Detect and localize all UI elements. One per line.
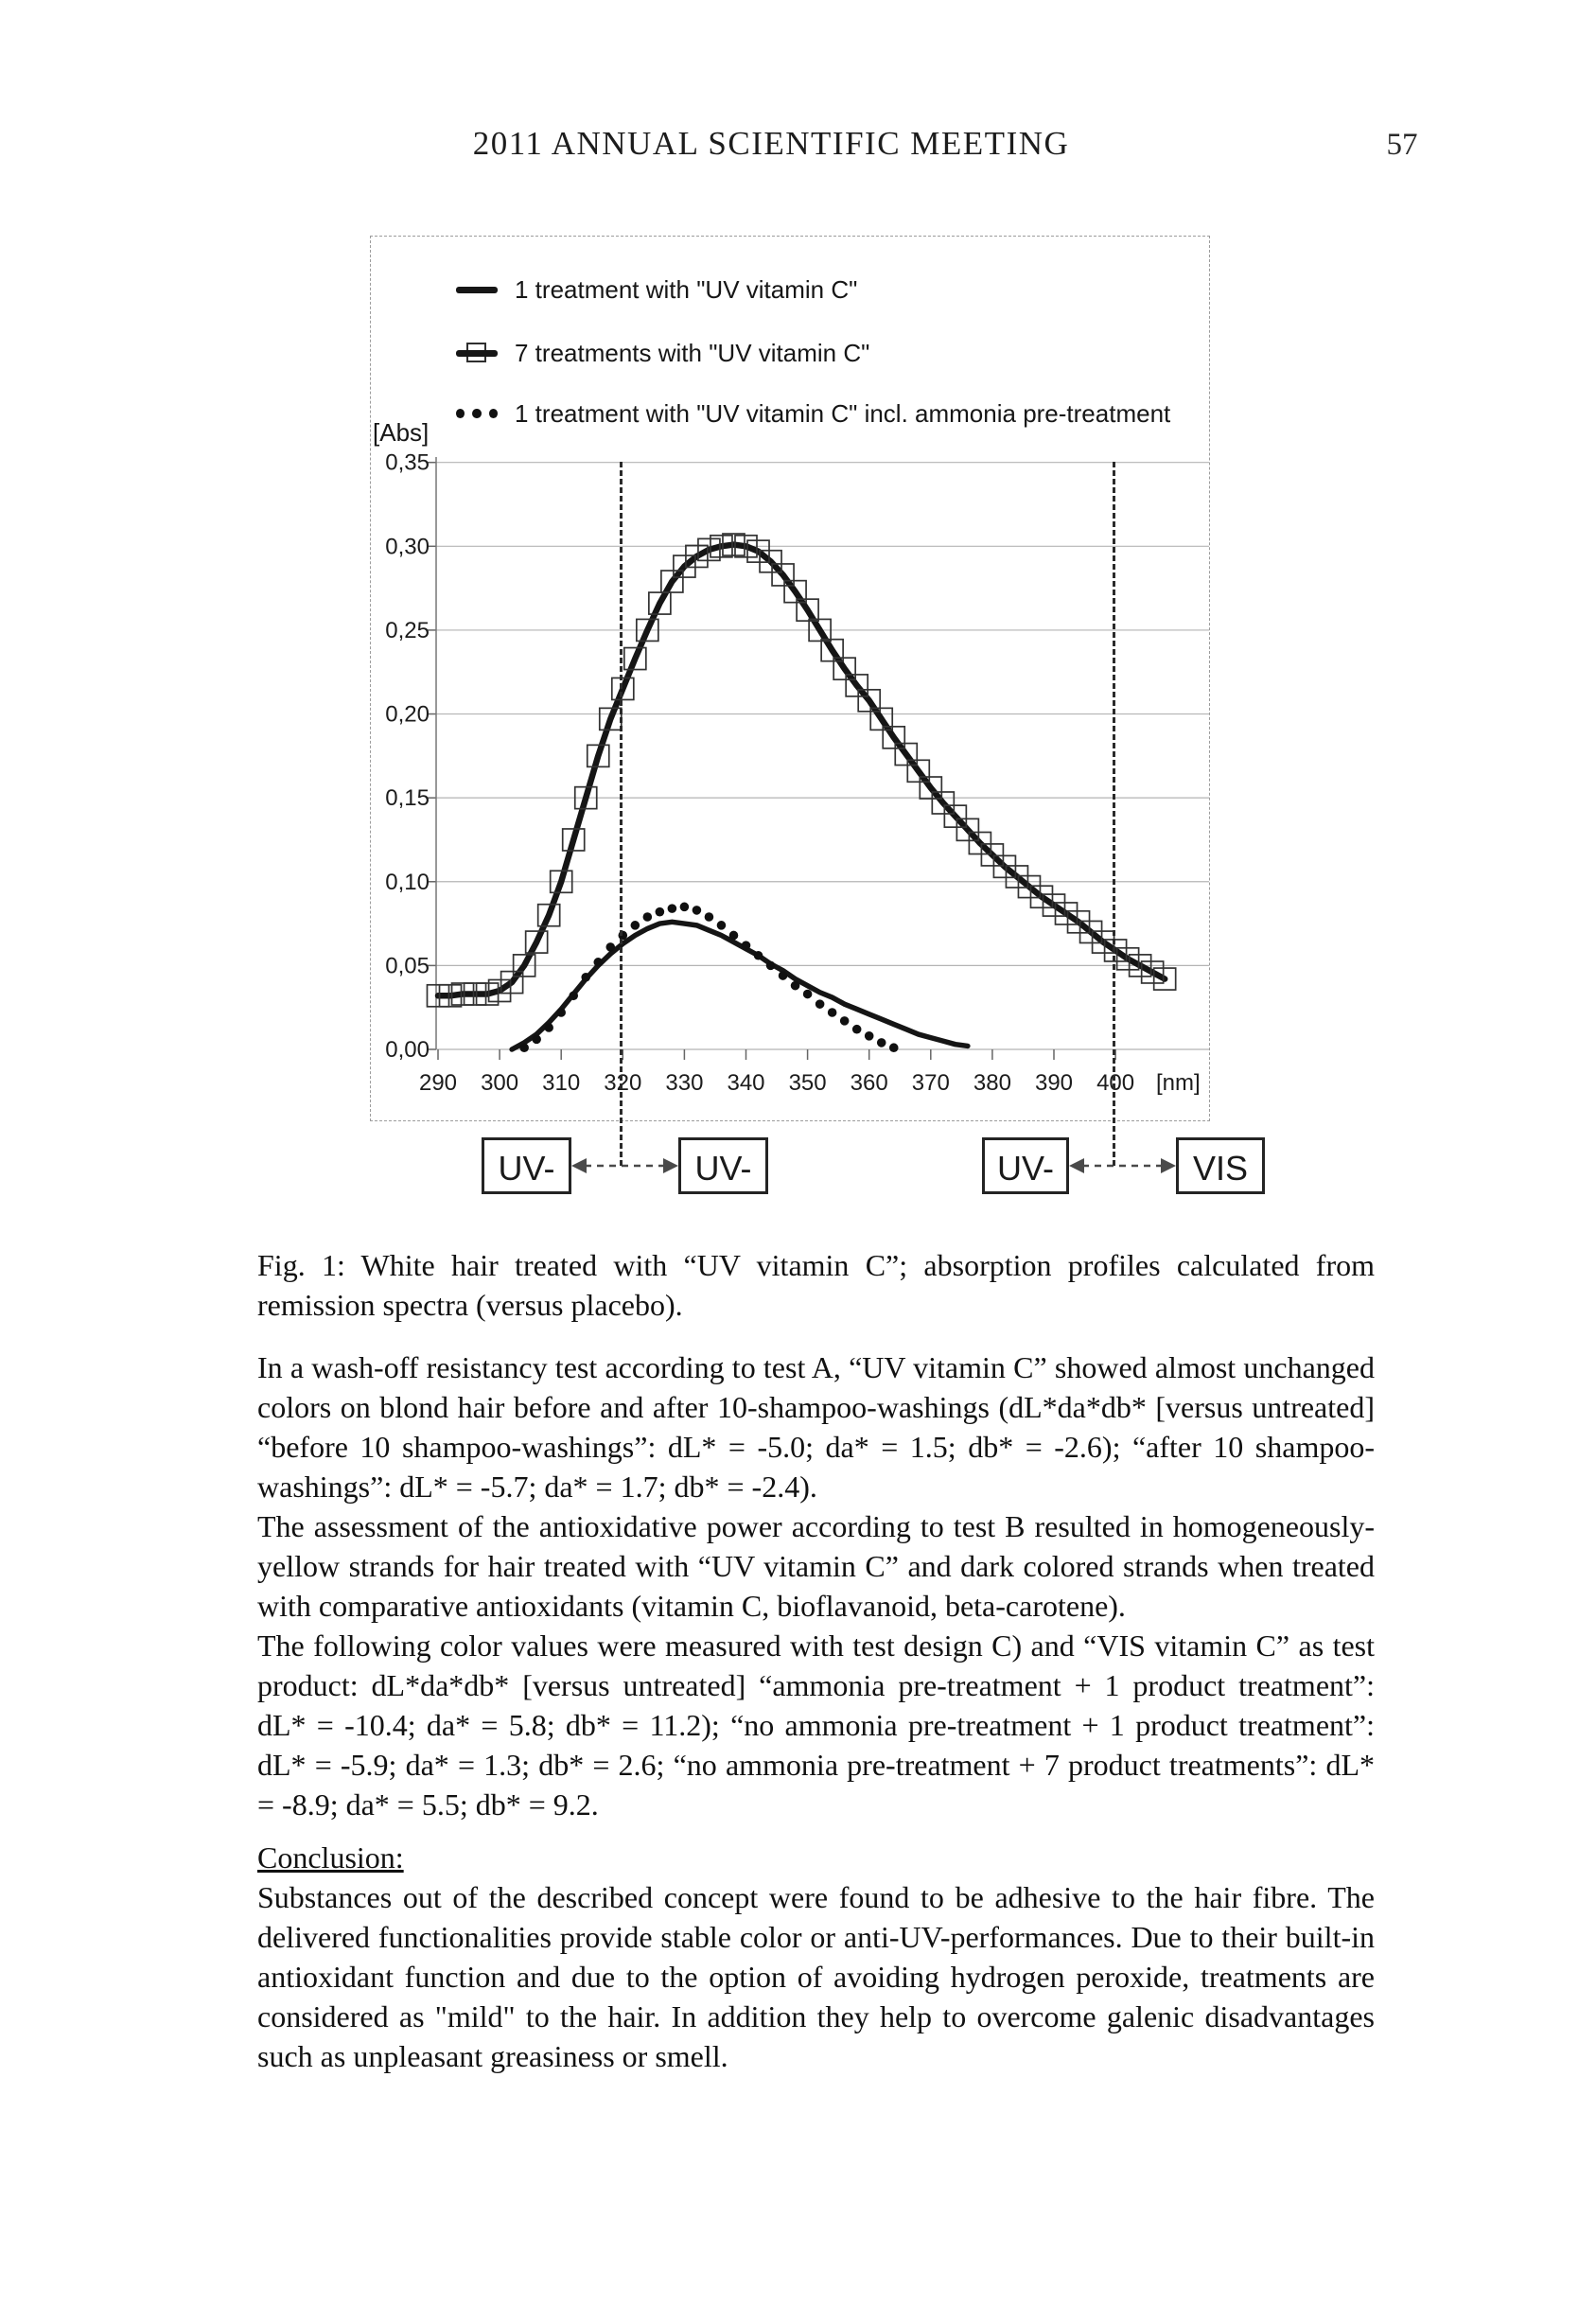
series-dot-marker — [668, 904, 677, 913]
series-dot-marker — [840, 1016, 850, 1026]
double-arrow-icon-right — [1069, 1155, 1176, 1176]
figure-caption: Fig. 1: White hair treated with “UV vitamin C”; absorption profiles calculated from remission spectra (versus placebo). — [257, 1248, 1375, 1322]
series-dot-marker — [852, 1025, 862, 1034]
series-dot-marker — [729, 931, 739, 941]
x-tick-label: 350 — [788, 1070, 827, 1096]
series-7-treatments-line — [438, 545, 1165, 996]
series-dot-marker — [816, 999, 825, 1009]
series-dot-marker — [581, 973, 590, 982]
x-tick-label: 310 — [542, 1070, 581, 1096]
series-dot-marker — [742, 941, 751, 950]
series-dot-marker — [693, 906, 702, 915]
y-tick-label: 0,15 — [385, 785, 430, 812]
region-box-vis: VIS — [1176, 1137, 1265, 1194]
x-tick-label: 370 — [911, 1070, 950, 1096]
series-dot-marker — [593, 958, 603, 967]
figure-1-chart — [370, 236, 1210, 1121]
region-box-uv-1: UV- — [482, 1137, 571, 1194]
double-arrow-icon-left — [571, 1155, 678, 1176]
x-tick-label: 390 — [1034, 1070, 1074, 1096]
conclusion-paragraph: Substances out of the described concept were found to be adhesive to the hair fibre. The delivered functionalities provide stable color or anti-UV-performances. Due to their built-in antioxidant function and due to the option of avoiding hydrogen peroxide, treatments are considered as "mild" to the hair. In addition they help to overcome galenic disadvantages such as unpleasant greasiness or smell. — [257, 1880, 1375, 2073]
legend-label: 7 treatments with "UV vitamin C" — [515, 338, 870, 367]
series-1-treatment-line — [512, 922, 968, 1049]
plot-svg — [371, 237, 1209, 1120]
x-tick-label: 380 — [973, 1070, 1011, 1096]
series-dot-marker — [803, 990, 813, 999]
series-dot-marker — [569, 991, 578, 1000]
series-dot-marker — [705, 912, 714, 922]
x-axis-unit-label: [nm] — [1156, 1070, 1201, 1096]
page-number: 57 — [1386, 128, 1418, 162]
y-axis-unit-label: [Abs] — [373, 418, 430, 447]
y-tick-label: 0,25 — [385, 617, 430, 643]
series-dot-marker — [605, 942, 615, 952]
uv-boundary-dashed-line-400nm — [1113, 462, 1115, 1166]
y-tick-label: 0,20 — [385, 701, 430, 728]
y-tick-label: 0,05 — [385, 953, 430, 979]
series-dot-marker — [828, 1008, 837, 1017]
series-dot-marker — [754, 951, 763, 960]
conclusion-heading: Conclusion: — [257, 1840, 404, 1875]
uv-boundary-dashed-line-320nm — [620, 462, 623, 1166]
region-box-uv-3: UV- — [982, 1137, 1069, 1194]
x-tick-label: 290 — [418, 1070, 458, 1096]
series-dot-marker — [556, 1008, 566, 1017]
series-dot-marker — [519, 1043, 529, 1052]
x-tick-label: 360 — [850, 1070, 888, 1096]
series-dot-marker — [544, 1023, 553, 1032]
series-dot-marker — [766, 961, 776, 971]
y-tick-label: 0,30 — [385, 534, 430, 560]
series-dot-marker — [717, 921, 727, 930]
x-tick-label: 300 — [481, 1070, 519, 1096]
body-paragraph-3: The following color values were measured with test design C) and “VIS vitamin C” as test product: dL*da*db* [versus untreated] “ammonia pre-treatment + 1 product treatment”: dL* = -10.4; da* = 5.8; db* = 11.2); “no ammonia pre-treatment + 1 product treatment”: dL* = -5.9; da* = 1.3; db* = 2.6; “no ammonia pre-treatment + 7 product treatments”: dL* = -8.9; da* = 5.5; db* = 9.2. — [257, 1628, 1375, 1822]
text-column — [257, 1245, 1375, 2076]
x-tick-label: 400 — [1096, 1070, 1135, 1096]
body-paragraph-2: The assessment of the antioxidative power according to test B resulted in homogeneously-yellow strands for hair treated with “UV vitamin C” and dark colored strands when treated with comparative antioxidants (vitamin C, bioflavanoid, beta-carotene). — [257, 1509, 1375, 1623]
legend-label: 1 treatment with "UV vitamin C" — [515, 274, 858, 304]
body-paragraph-1: In a wash-off resistancy test according to test A, “UV vitamin C” showed almost unchanged colors on blond hair before and after 10-shampoo-washings (dL*da*db* [versus untreated] “before 10 shampoo-washings”: dL* = -5.0; da* = 1.5; db* = -2.6); “after 10 shampoo-washings”: dL* = -5.7; da* = 1.7; db* = -2.4). — [257, 1350, 1375, 1504]
x-tick-label: 340 — [727, 1070, 765, 1096]
legend-label: 1 treatment with "UV vitamin C" incl. ammonia pre-treatment — [515, 398, 1171, 428]
series-dot-marker — [779, 971, 788, 980]
series-dot-marker — [865, 1031, 874, 1041]
series-dot-marker — [532, 1035, 541, 1045]
series-dot-marker — [889, 1043, 899, 1052]
series-dot-marker — [643, 912, 653, 922]
x-tick-label: 320 — [604, 1070, 642, 1096]
region-box-uv-2: UV- — [678, 1137, 768, 1194]
page-header-title: 2011 ANNUAL SCIENTIFIC MEETING — [472, 125, 1070, 162]
series-dot-marker — [791, 981, 800, 991]
y-tick-label: 0,00 — [385, 1037, 430, 1063]
y-tick-label: 0,35 — [385, 449, 430, 476]
series-dot-marker — [631, 921, 640, 930]
y-tick-label: 0,10 — [385, 869, 430, 895]
x-tick-label: 330 — [665, 1070, 704, 1096]
series-dot-marker — [656, 907, 665, 917]
series-dot-marker — [680, 903, 690, 912]
series-dot-marker — [877, 1038, 886, 1047]
